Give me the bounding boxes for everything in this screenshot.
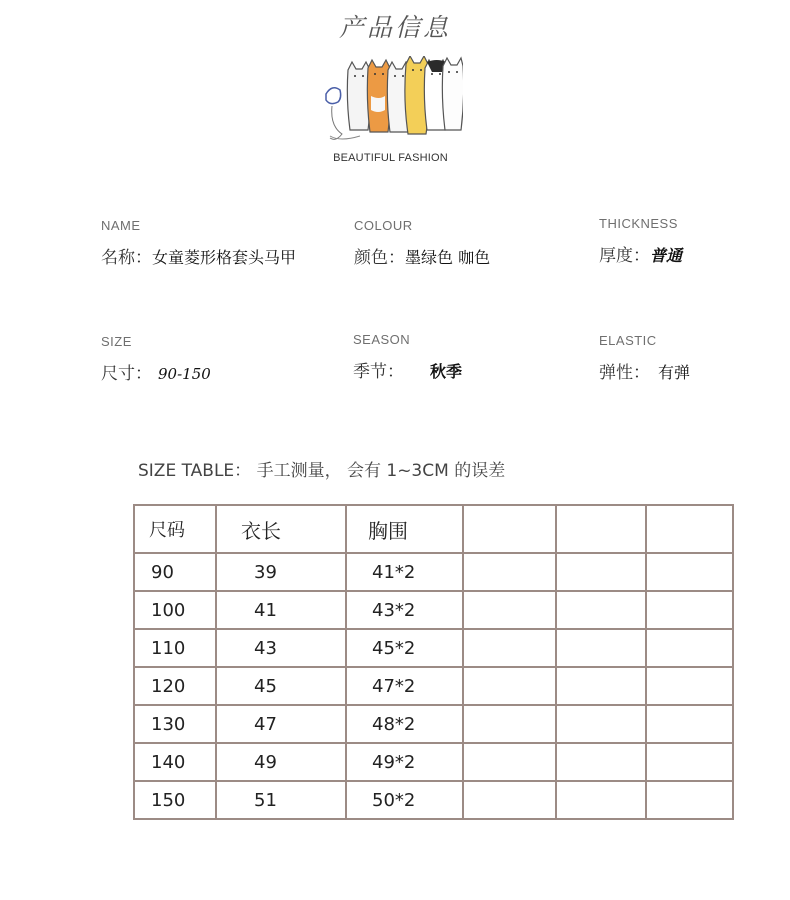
table-row: [134, 781, 733, 819]
header-cell: [646, 505, 733, 553]
brand-logo: [318, 56, 463, 174]
thickness-key: 厚度：: [599, 246, 650, 266]
length-cell: 41: [216, 591, 346, 629]
table-cell: [463, 781, 556, 819]
table-header-row: [134, 505, 733, 553]
table-cell: [463, 743, 556, 781]
table-cell: [556, 667, 646, 705]
header-cell: 尺码: [134, 505, 216, 553]
header-cell: [463, 505, 556, 553]
table-row: [134, 629, 733, 667]
length-cell: 39: [216, 553, 346, 591]
logo-caption: BEAUTIFUL FASHION: [333, 152, 448, 164]
colour-label: COLOUR: [354, 218, 413, 233]
info-colour: [354, 218, 490, 268]
elastic-value: 有弹: [658, 363, 691, 382]
size-cell: 130: [134, 705, 216, 743]
elastic-key: 弹性：: [599, 363, 650, 383]
colour-key: 颜色：: [354, 248, 405, 268]
size-cell: 90: [134, 553, 216, 591]
table-cell: [463, 553, 556, 591]
info-season: [353, 332, 462, 382]
table-cell: [646, 667, 733, 705]
length-cell: 45: [216, 667, 346, 705]
chest-cell: 47*2: [346, 667, 463, 705]
season-value: 秋季: [430, 362, 463, 381]
size-cell: 100: [134, 591, 216, 629]
info-size: [101, 334, 211, 384]
table-cell: [646, 591, 733, 629]
table-row: [134, 705, 733, 743]
header-cell: 衣长: [216, 505, 346, 553]
size-key: 尺寸：: [101, 364, 152, 384]
season-key: 季节：: [353, 362, 404, 382]
colour-value: 墨绿色 咖色: [405, 248, 491, 267]
length-cell: 51: [216, 781, 346, 819]
length-cell: 47: [216, 705, 346, 743]
chest-cell: 49*2: [346, 743, 463, 781]
table-cell: [556, 743, 646, 781]
size-table: [133, 504, 734, 820]
info-name: [101, 218, 296, 268]
name-key: 名称：: [101, 248, 152, 268]
size-cell: 120: [134, 667, 216, 705]
table-cell: [556, 629, 646, 667]
chest-cell: 50*2: [346, 781, 463, 819]
info-thickness: [599, 216, 682, 266]
header-cell: 胸围: [346, 505, 463, 553]
table-cell: [556, 781, 646, 819]
thickness-label: THICKNESS: [599, 216, 678, 231]
table-cell: [646, 705, 733, 743]
table-cell: [646, 629, 733, 667]
info-elastic: [599, 333, 690, 383]
season-label: SEASON: [353, 332, 411, 347]
chest-cell: 43*2: [346, 591, 463, 629]
size-table-heading: SIZE TABLE： 手工测量， 会有 1~3CM 的误差: [138, 461, 506, 481]
table-cell: [463, 629, 556, 667]
thickness-value: 普通: [650, 246, 683, 265]
size-cell: 150: [134, 781, 216, 819]
page-title: 产品信息: [338, 13, 451, 42]
elastic-label: ELASTIC: [599, 333, 657, 348]
table-cell: [556, 591, 646, 629]
cats-illustration-icon: [318, 56, 463, 151]
size-label: SIZE: [101, 334, 132, 349]
table-row: [134, 553, 733, 591]
table-cell: [556, 553, 646, 591]
chest-cell: 45*2: [346, 629, 463, 667]
table-cell: [646, 781, 733, 819]
table-cell: [646, 743, 733, 781]
length-cell: 43: [216, 629, 346, 667]
table-cell: [463, 591, 556, 629]
table-cell: [646, 553, 733, 591]
chest-cell: 48*2: [346, 705, 463, 743]
name-label: NAME: [101, 218, 141, 233]
table-cell: [556, 705, 646, 743]
length-cell: 49: [216, 743, 346, 781]
size-cell: 140: [134, 743, 216, 781]
header-cell: [556, 505, 646, 553]
table-row: [134, 743, 733, 781]
size-cell: 110: [134, 629, 216, 667]
size-value: 90-150: [158, 365, 211, 383]
name-value: 女童菱形格套头马甲: [152, 248, 297, 267]
table-row: [134, 667, 733, 705]
table-cell: [463, 705, 556, 743]
chest-cell: 41*2: [346, 553, 463, 591]
table-row: [134, 591, 733, 629]
table-cell: [463, 667, 556, 705]
